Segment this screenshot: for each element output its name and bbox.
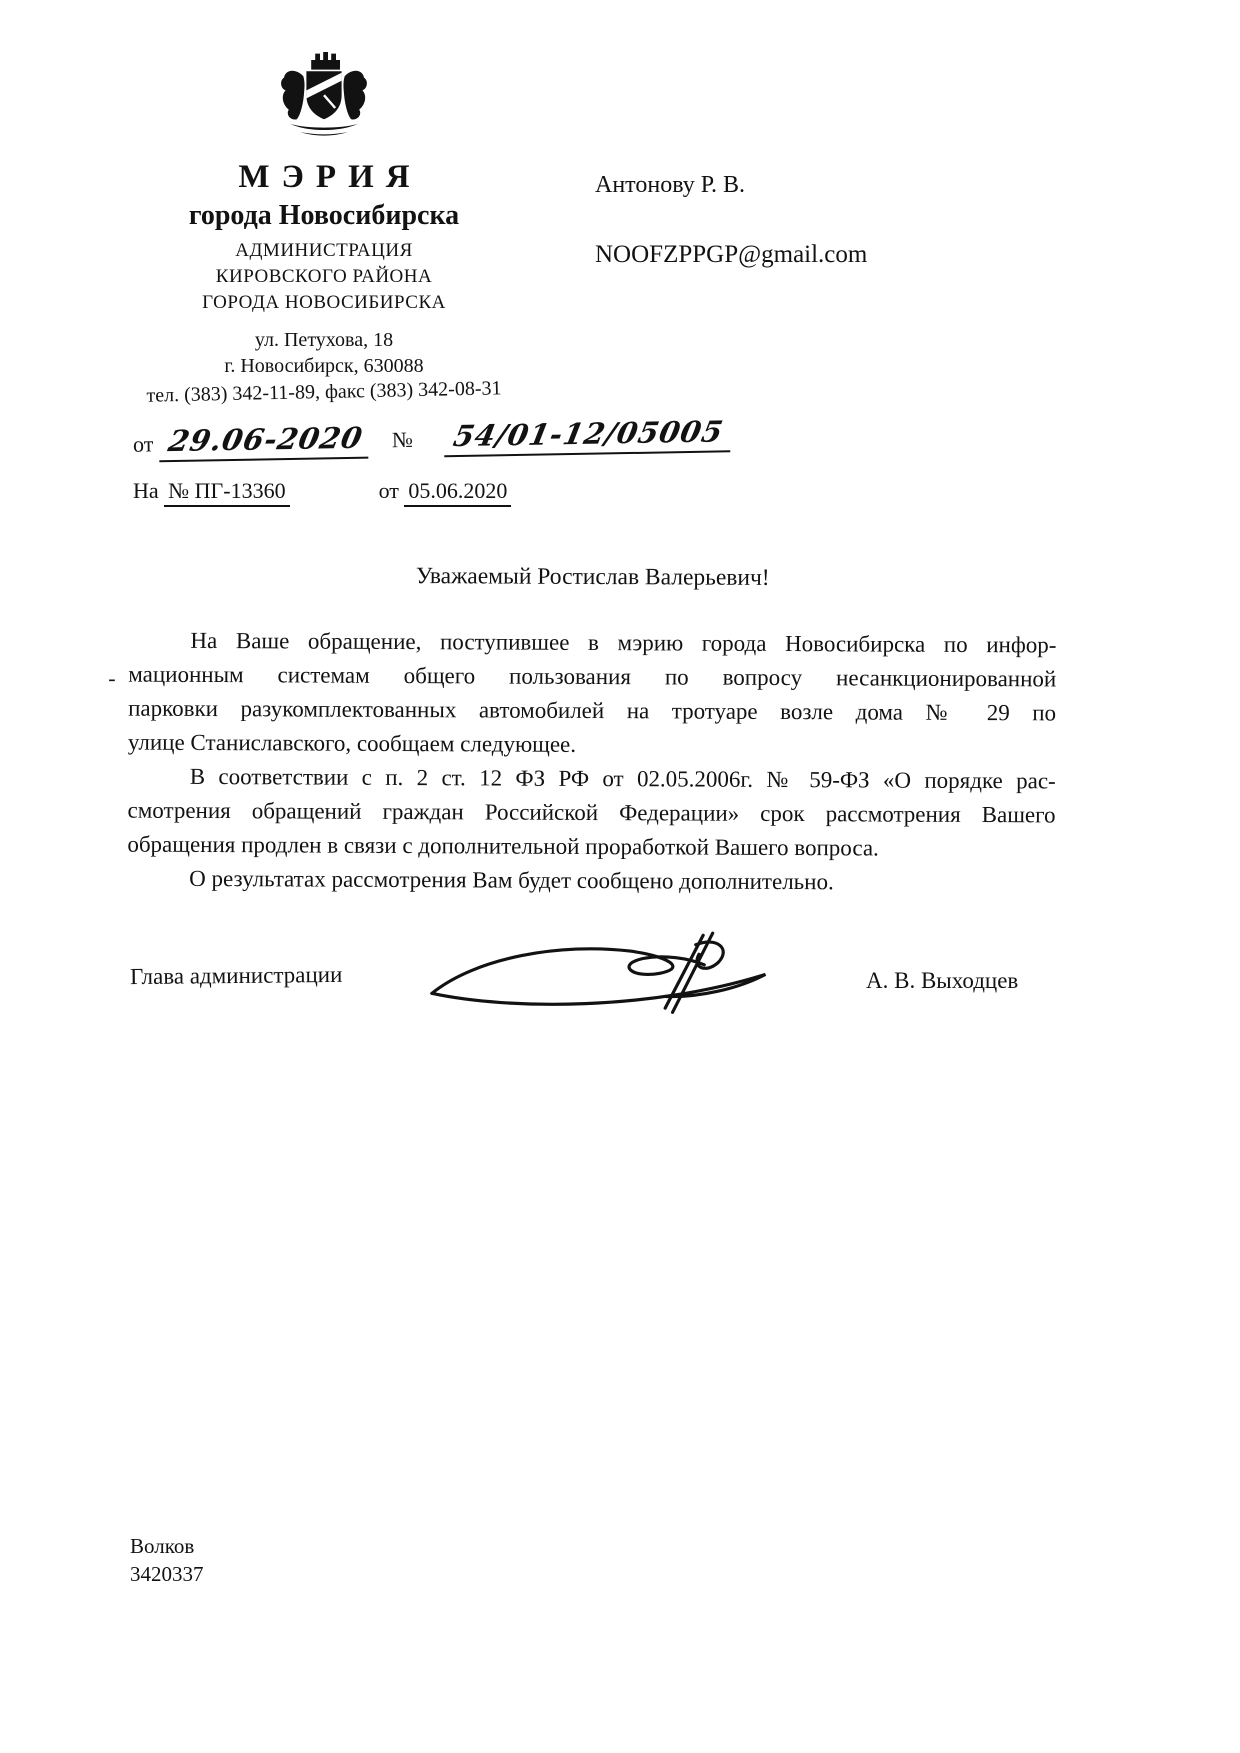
recipient-name: Антонову Р. В.: [595, 172, 746, 198]
handwritten-number: 54/01-12/05005: [451, 414, 727, 454]
letterhead: [118, 44, 530, 407]
department-line1: АДМИНИСТРАЦИЯ: [235, 240, 413, 261]
signatory-name: А. В. Выходцев: [866, 968, 1019, 993]
handwritten-signature-icon: [425, 930, 785, 1025]
scan-artifact-dash: -: [108, 665, 116, 691]
executor-name: Волков: [130, 1534, 195, 1558]
executor-phone: 3420337: [130, 1562, 204, 1586]
org-name-line1: МЭРИЯ: [238, 159, 422, 195]
incoming-reference-row: [133, 478, 511, 504]
outgoing-date-field: [159, 421, 369, 463]
address-street: ул. Петухова, 18: [254, 329, 394, 351]
outgoing-number-field: [444, 414, 730, 457]
recipient-block: [595, 172, 1015, 269]
salutation: Уважаемый Ростислав Валерьевич!: [415, 563, 770, 591]
letter-body: [108, 558, 1057, 901]
incoming-date-label: от: [378, 478, 399, 503]
novosibirsk-coat-of-arms-icon: [276, 44, 372, 148]
department-line3: ГОРОДА НОВОСИБИРСКА: [202, 292, 446, 313]
paragraph1-line: На Ваше обращение, поступившее в мэрию города Новосибирска по инфор-: [190, 627, 1057, 658]
recipient-email: NOOFZPPGP@gmail.com: [595, 241, 868, 268]
org-name-line2: города Новосибирска: [188, 200, 460, 231]
outgoing-number-label: №: [391, 426, 414, 453]
paragraph2-line: смотрения обращений граждан Российской Федерации» срок рассмотрения Вашего: [127, 797, 1056, 828]
address-block: [118, 327, 530, 379]
paragraph2-line: обращения продлен в связи с дополнительной проработкой Вашего вопроса.: [127, 831, 879, 861]
signatory-title: Глава администрации: [129, 961, 343, 990]
paragraph1-line: улице Станиславского, сообщаем следующее.: [127, 729, 577, 757]
incoming-date: 05.06.2020: [404, 478, 511, 507]
incoming-number: № ПГ-13360: [164, 478, 289, 507]
paragraph1-line: парковки разукомплектованных автомобилей на тротуаре возле дома № 29 по: [128, 695, 1057, 726]
address-city: г. Новосибирск, 630088: [224, 355, 424, 377]
executor-block: [130, 1532, 204, 1588]
phone-fax-line: тел. (383) 342-11-89, факс (383) 342-08-31: [146, 377, 502, 407]
incoming-label: На: [133, 478, 159, 503]
paragraph3-line: О результатах рассмотрения Вам будет сообщено дополнительно.: [189, 865, 834, 895]
paragraph2-line: В соответствии с п. 2 ст. 12 ФЗ РФ от 02.05.2006г. № 59-ФЗ «О порядке рас-: [189, 763, 1056, 794]
outgoing-reference-row: [132, 414, 727, 462]
outgoing-date-label: от: [132, 431, 154, 457]
handwritten-date: 29.06-2020: [165, 420, 366, 459]
department-line2: КИРОВСКОГО РАЙОНА: [215, 266, 433, 287]
paragraph1-line: мационным системам общего пользования по вопросу несанкционированной: [128, 661, 1057, 692]
department-block: [118, 238, 530, 315]
